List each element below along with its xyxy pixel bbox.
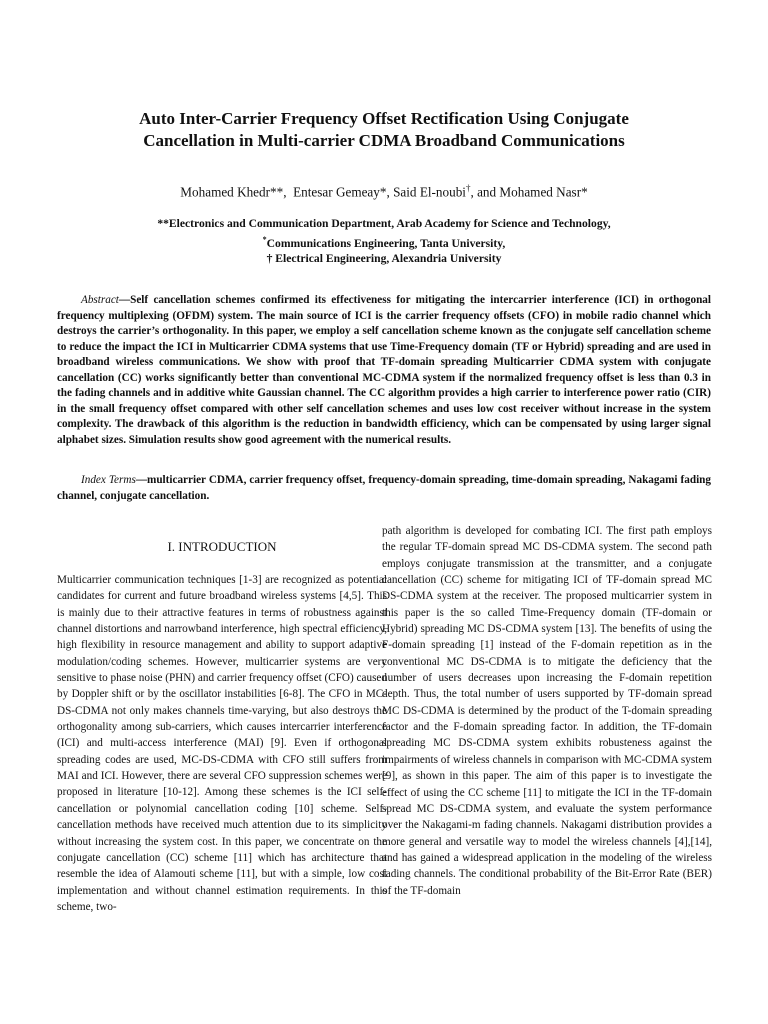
- affiliation-line-2: [60, 232, 708, 251]
- body-column-right: path algorithm is developed for combating ICI. The first path employs the regular TF-domain spread MC DS-CDMA system. The second path employs conjugate transmission at the transmitter, and a conjugate cancellation (CC) scheme for mitigating ICI of TF-domain spread MC DS-CDMA system at the receiver. The proposed multicarrier system in this paper is the so called Time-Frequency domain (TF-domain or Hybrid) spreading MC DS-CDMA system [13]. The benefits of using the F-domain spreading [1] instead of the F-domain repetition as in the conventional MC DS-CDMA is to mitigate the deficiency that the number of users decreases upon increasing the F-domain repetition depth. Thus, the total number of users supported by TF-domain spread MC DS-CDMA is determined by the product of the T-domain spreading factor and the F-domain spreading factor. In addition, the TF-domain spreading MC DS-CDMA system exhibits robusteness against the impairments of wireless channels in comparison with MC-CDMA system [9], as shown in this paper. The aim of this paper is to investigate the effect of using the CC scheme [11] to mitigate the ICI in the TF-domain spread MC DS-CDMA system, and evaluate the system performance over the Nakagami-m fading channels. Nakagami distribution provides a more general and versatile way to model the wireless channels [4],[14], and has gained a widespread application in the modeling of the wireless fading channels. The conditional probability of the Bit-Error Rate (BER) of the TF-domain: [382, 525, 712, 897]
- author-3: Said El-noubi: [393, 184, 466, 200]
- abstract-text: Self cancellation schemes confirmed its effectiveness for mitigating the intercarrier interference (ICI) in orthogonal frequency multiplexing (OFDM) system. The main source of ICI is the carrier frequency offsets (CFO) in mobile radio channel which destroys the carrier’s orthogonality. In this paper, we employ a self cancellation scheme known as the conjugate self cancellation scheme to reduce the impact the ICI in Multicarrier CDMA systems that use Time-Frequency domain (TF or Hybrid) spreading and are used in broadband wireless communications. We show with proof that TF-domain spreading Multicarrier CDMA system with conjugate cancellation (CC) works significantly better than conventional MC-CDMA system if the normalized frequency offset is less than 0.3 in the fading channels and in additive white Gaussian channel. The CC algorithm provides a high carrier to interference power ratio (CIR) in the small frequency offset compared with other self cancellation schemes and uses low cost receiver without increase in the system complexity. The drawback of this algorithm is the reduction in bandwidth efficiency, which can be compensated by using larger signal alphabet sizes. Simulation results show good agreement with the numerical results.: [57, 294, 711, 446]
- index-terms-dash: —: [135, 474, 147, 486]
- author-3-mark: †: [465, 183, 471, 193]
- section-heading-introduction: I. INTRODUCTION: [167, 539, 277, 554]
- paper-title: [60, 108, 708, 152]
- index-terms-text: multicarrier CDMA, carrier frequency offset, frequency-domain spreading, time-domain spreading, Nakagami fading channel, conjugate cancellation.: [57, 474, 711, 502]
- author-2: Entesar Gemeay*,: [293, 184, 390, 200]
- abstract: [57, 293, 711, 448]
- abstract-dash: —: [118, 294, 131, 306]
- affiliation-2-mark: *: [262, 234, 267, 244]
- title-line-1: Auto Inter-Carrier Frequency Offset Rectification Using Conjugate: [139, 109, 629, 128]
- abstract-label: Abstract: [81, 294, 119, 306]
- affiliations: [60, 216, 708, 266]
- title-line-2: Cancellation in Multi-carrier CDMA Broadband Communications: [143, 131, 625, 150]
- affiliation-line-2-text: Communications Engineering, Tanta University,: [266, 236, 506, 250]
- affiliation-line-3: † Electrical Engineering, Alexandria University: [266, 251, 502, 265]
- index-terms: [57, 473, 711, 504]
- body-column-left: Multicarrier communication techniques [1-3] are recognized as potential candidates for current and future broadband wireless systems [4,5]. This is mainly due to their attractive features in terms of robustness against channel distortions and narrowband interference, high spectral efficiency, high flexibility in resource management and ability to support adaptive modulation/coding schemes. However, multicarrier systems are very sensitive to phase noise (PHN) and carrier frequency offset (CFO) caused by Doppler shift or by the oscillator instabilities [6-8]. The CFO in MC-DS-CDMA not only makes channels time-varying, but also destroys the orthogonality among sub-carriers, which causes intercarrier interference (ICI) and multi-access interference (MAI) [9]. Even if orthogonal spreading codes are used, MC-DS-CDMA with CFO still suffers from MAI and ICI. However, there are several CFO suppression schemes were proposed in literature [10-12]. Among these schemes is the ICI self-cancellation or polynomial cancellation coding [10] scheme. Self-cancellation methods have received much attention due to its simplicity without increasing the system cost. In this paper, we concentrate on the conjugate cancellation (CC) scheme [11] which has architecture that resemble the idea of Alamouti scheme [11], but with a simple, low cost implementation and without channel estimation requirements. In this scheme, two-: [57, 574, 387, 913]
- author-1: Mohamed Khedr**,: [180, 184, 287, 200]
- index-terms-label: Index Terms: [81, 474, 136, 486]
- affiliation-line-1: **Electronics and Communication Department, Arab Academy for Science and Technology,: [157, 217, 611, 230]
- author-list: [60, 179, 708, 201]
- author-4: , and Mohamed Nasr*: [470, 184, 588, 200]
